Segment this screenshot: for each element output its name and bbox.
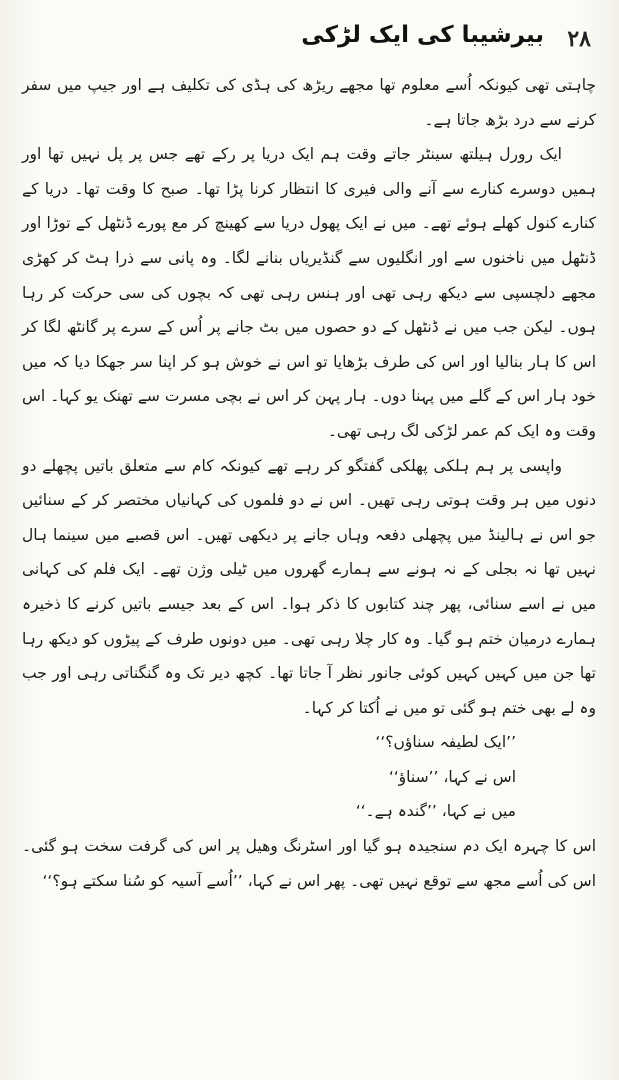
page-body <box>22 68 596 898</box>
paragraph: واپسی پر ہم ہلکی پھلکی گفتگو کر رہے تھے کیونکہ کام سے متعلق باتیں پچھلے دو دنوں میں ہر وقت ہوتی رہی تھیں۔ اس نے دو فلموں کی کہانیاں مختصر کر کے سنائیں جو اس نے ہالینڈ میں پچھلی دفعہ وہاں جانے پر دیکھی تھیں۔ اس قصبے میں سینما ہال نہیں تھا نہ بجلی کے نہ ہونے سے ہمارے گھروں میں ٹیلی وژن تھے۔ ایک فلم کی کہانی میں نے اسے سنائی، پھر چند کتابوں کا ذکر ہوا۔ اس کے بعد جیسے باتیں کرنے کا ذخیرہ ہمارے درمیان ختم ہو گیا۔ وہ کار چلا رہی تھی۔ میں دونوں طرف کے پیڑوں کو دیکھ رہا تھا جن میں کہیں کہیں کوئی جانور نظر آ جاتا تھا۔ کچھ دیر تک وہ گنگناتی رہی اور جب وہ لے بھی ختم ہو گئی تو میں نے اُکتا کر کہا۔ <box>22 456 596 717</box>
page-header <box>0 22 619 62</box>
dialogue-line: اس نے کہا، ’’سناؤ‘‘ <box>388 767 516 786</box>
dialogue-line: میں نے کہا، ’’گندہ ہے۔‘‘ <box>355 802 516 821</box>
closing-paragraph: اس کا چہرہ ایک دم سنجیدہ ہو گیا اور اسٹرنگ وھیل پر اس کی گرفت سخت ہو گئی۔ اس کی اُسے مجھ سے توقع نہیں تھی۔ پھر اس نے کہا، ’’اُسے آسیہ کو سُنا سکتے ہو؟‘‘ <box>22 837 596 890</box>
paragraph: ایک رورل ہیلتھ سینٹر جاتے وقت ہم ایک دریا پر رکے تھے جس پر پل نہیں تھا اور ہمیں دوسرے کنارے سے آنے والی فیری کا انتظار کرنا پڑا تھا۔ صبح کا وقت تھا۔ دریا کے کنارے کنول کھلے ہوئے تھے۔ میں نے ایک پھول دریا سے کھینچ کر مع پورے ڈنٹھل کے توڑا اور ڈنٹھل میں ناخنوں سے اور انگلیوں سے گنڈیریاں بنانے لگا۔ وہ پانی سے ذرا ہٹ کر کھڑی مجھے دلچسپی سے دیکھ رہی تھی اور ہنس رہی تھی کہ بچوں کی سی حرکت کر رہا ہوں۔ لیکن جب میں نے ڈنٹھل کے دو حصوں میں بٹ جانے پر اُس کے سرے پر گانٹھ لگا کر اس کا ہار بنالیا اور اس کی طرف بڑھایا تو اس نے خوش ہو کر اپنا سر جھکا دیا کہ میں خود ہار اس کے گلے میں پہنا دوں۔ ہار پہن کر اس نے بچی مسرت سے تھنک یو کہا۔ اس وقت وہ ایک کم عمر لڑکی لگ رہی تھی۔ <box>22 145 596 440</box>
paragraph: چاہتی تھی کیونکہ اُسے معلوم تھا مجھے ریڑھ کی ہڈی کی تکلیف ہے اور جیپ میں سفر کرنے سے درد بڑھ جاتا ہے۔ <box>22 76 596 129</box>
dialogue-line: ’’ایک لطیفہ سناؤں؟‘‘ <box>375 733 516 752</box>
page-number: ۲۸ <box>567 26 591 52</box>
running-title: بیرشیبا کی ایک لڑکی <box>301 22 544 48</box>
